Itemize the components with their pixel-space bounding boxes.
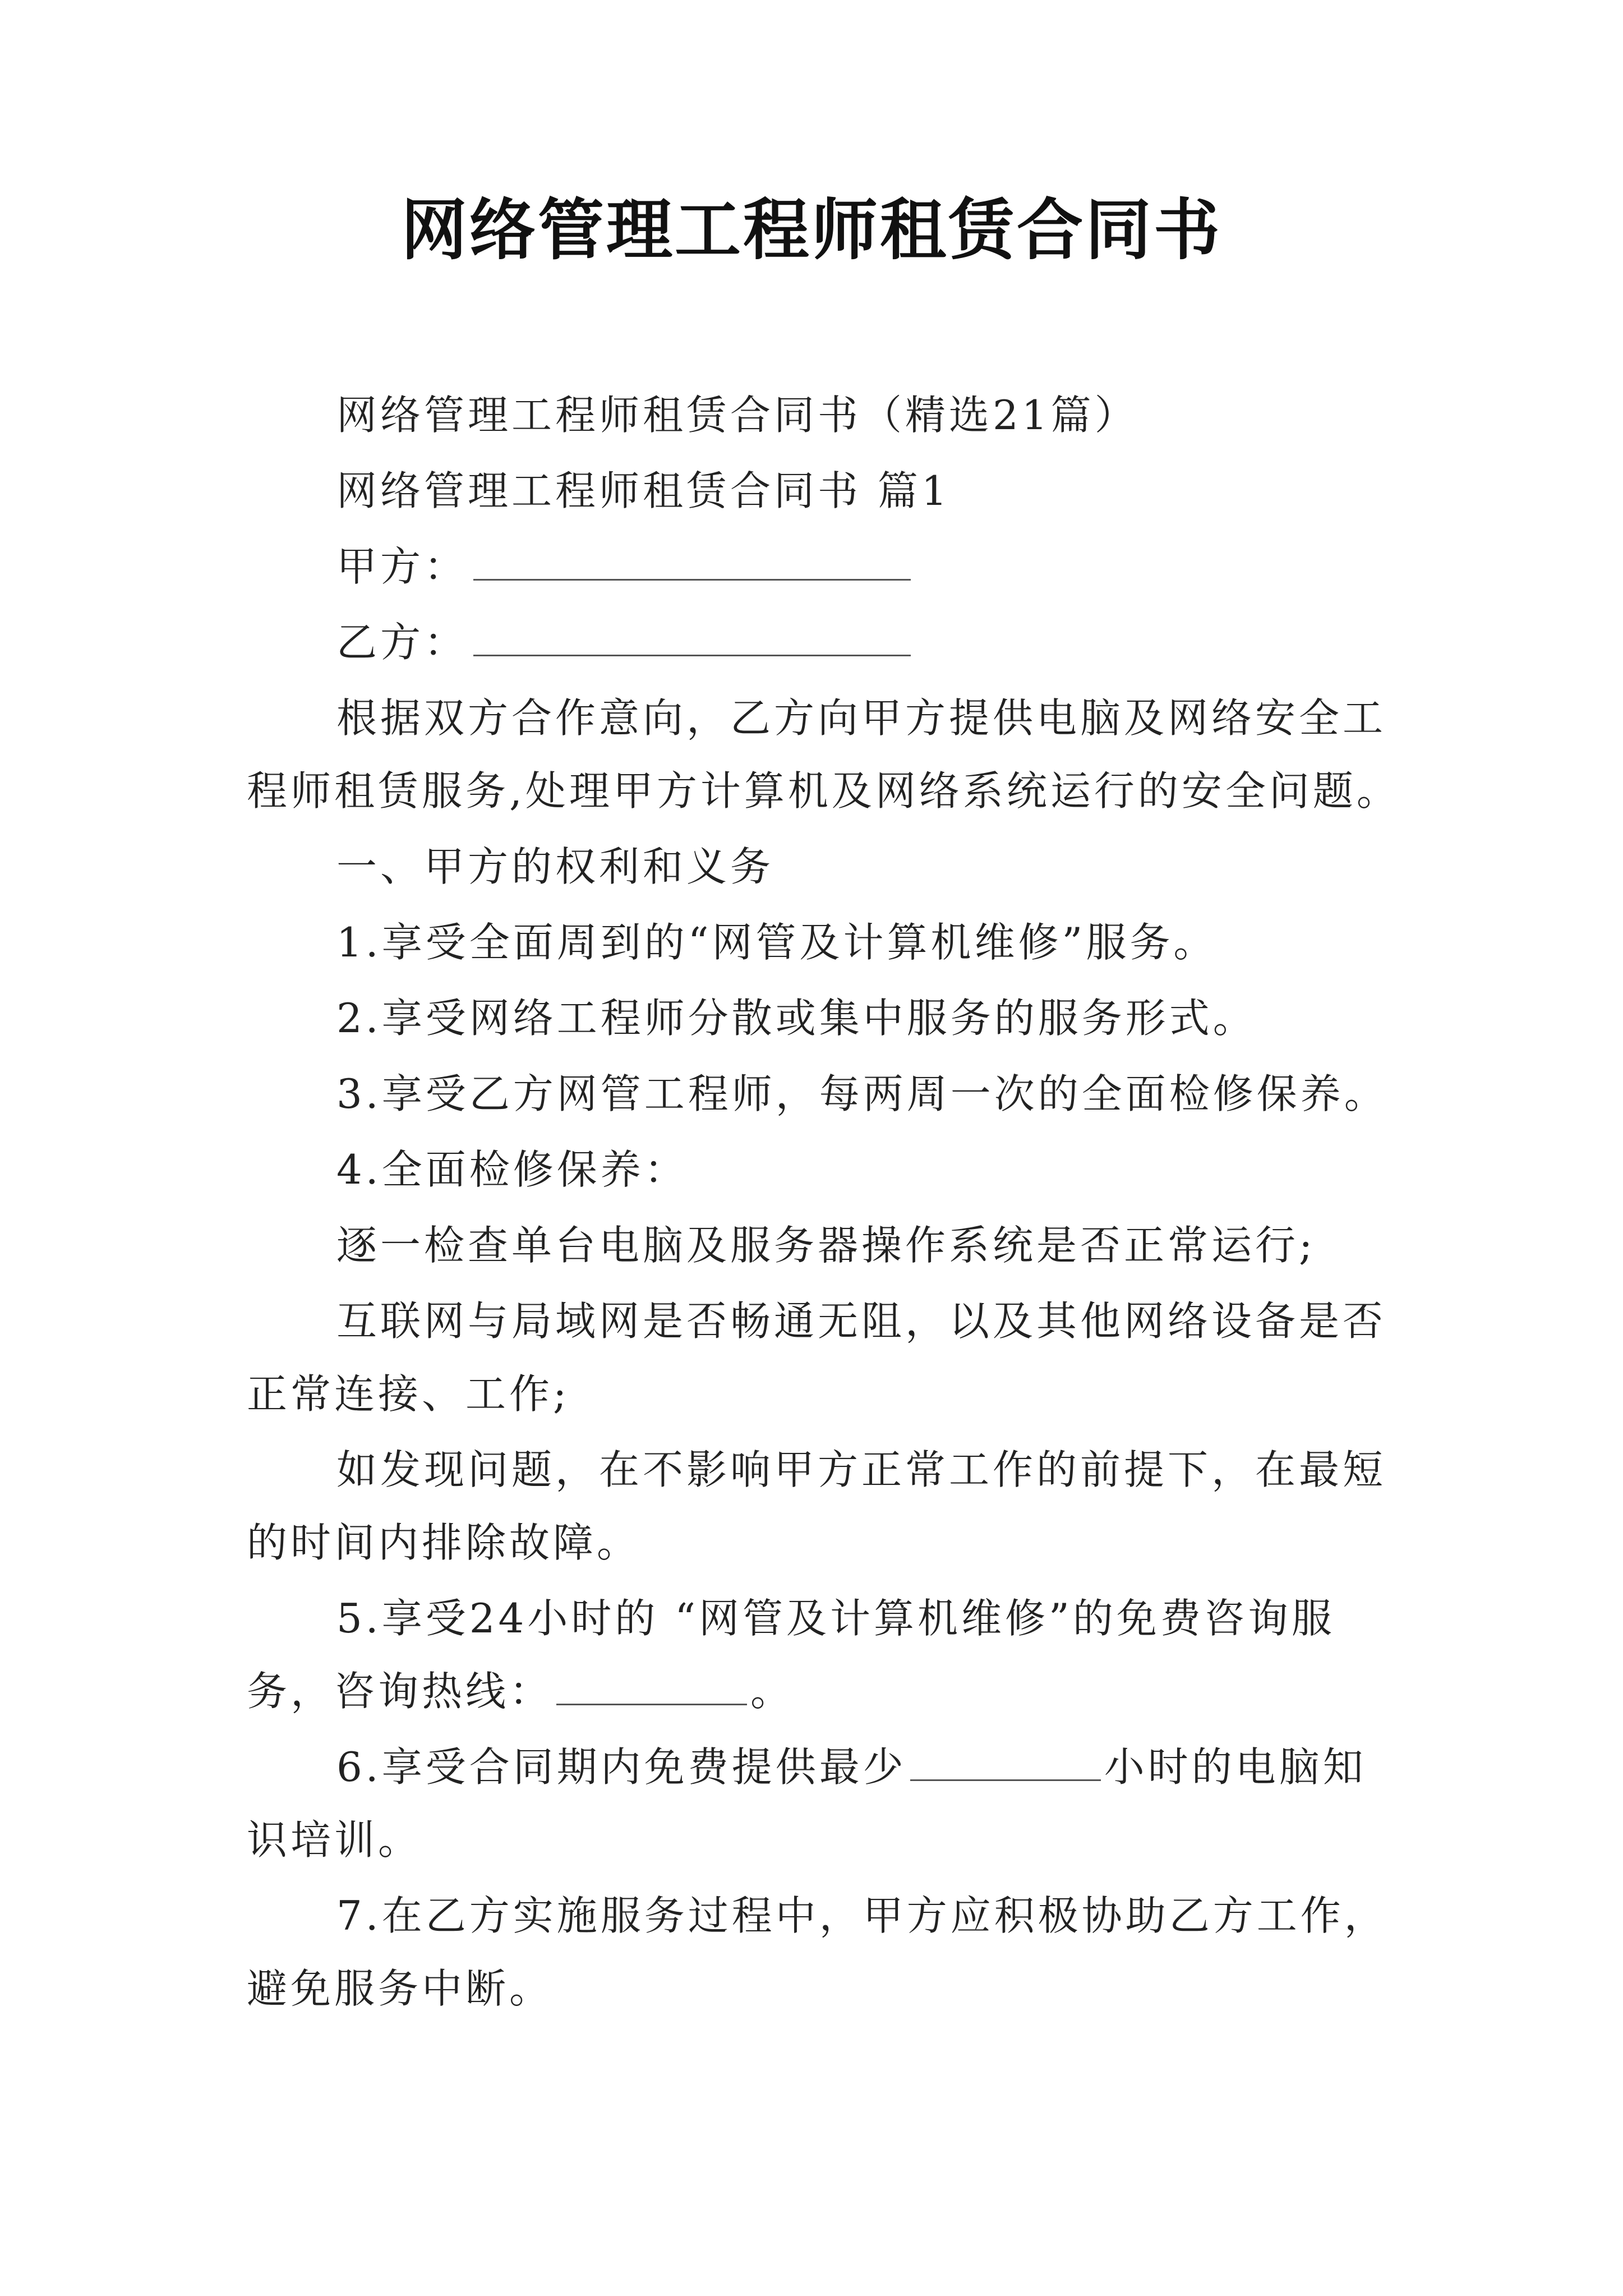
item-6-text-after: 小时的电脑知 — [1104, 1743, 1367, 1791]
intro-paragraph-line2: 程师租赁服务,处理甲方计算机及网络系统运行的安全问题。 — [247, 767, 1400, 815]
item-4-b-line1: 互联网与局域网是否畅通无阻，以及其他网络设备是否 — [336, 1297, 1387, 1345]
party-a-line — [336, 539, 1402, 595]
part1-heading: 一、甲方的权利和义务 — [336, 843, 774, 890]
item-4-c-line1: 如发现问题，在不影响甲方正常工作的前提下，在最短 — [336, 1446, 1387, 1493]
item-4-b-line2: 正常连接、工作; — [247, 1370, 570, 1418]
party-a-blank — [473, 542, 911, 581]
item-4-a: 逐一检查单台电脑及服务器操作系统是否正常运行; — [336, 1222, 1316, 1269]
item-7-line1: 7.在乙方实施服务过程中，甲方应积极协助乙方工作， — [336, 1892, 1388, 1939]
item-3: 3.享受乙方网管工程师，每两周一次的全面检修保养。 — [336, 1070, 1388, 1117]
training-hours-blank — [910, 1742, 1101, 1781]
item-6-line2: 识培训。 — [247, 1816, 422, 1864]
item-7-line2: 避免服务中断。 — [247, 1965, 554, 2012]
party-b-label: 乙方： — [336, 619, 468, 666]
section-heading: 网络管理工程师租赁合同书 篇1 — [336, 467, 951, 514]
subtitle: 网络管理工程师租赁合同书（精选21篇） — [336, 392, 1138, 439]
party-b-blank — [473, 618, 911, 656]
hotline-blank — [556, 1667, 747, 1705]
document-title: 网络管理工程师租赁合同书 — [400, 191, 1222, 269]
item-5-line2 — [247, 1663, 1396, 1719]
item-4: 4.全面检修保养： — [336, 1146, 688, 1193]
item-4-c-line2: 的时间内排除故障。 — [247, 1519, 641, 1566]
item-6-line1 — [336, 1739, 1402, 1795]
party-b-line — [336, 614, 1402, 670]
item-2: 2.享受网络工程师分散或集中服务的服务形式。 — [336, 995, 1257, 1042]
item-6-text-before: 6.享受合同期内免费提供最少 — [336, 1743, 907, 1791]
item-5-end: 。 — [750, 1668, 795, 1715]
item-5-line1: 5.享受24小时的 “网管及计算机维修”的免费咨询服 — [336, 1595, 1335, 1642]
party-a-label: 甲方： — [336, 543, 468, 590]
intro-paragraph-line1: 根据双方合作意向，乙方向甲方提供电脑及网络安全工 — [336, 694, 1387, 742]
item-5-hotline-label: 务，咨询热线： — [247, 1668, 554, 1715]
item-1: 1.享受全面周到的“网管及计算机维修”服务。 — [336, 919, 1218, 966]
